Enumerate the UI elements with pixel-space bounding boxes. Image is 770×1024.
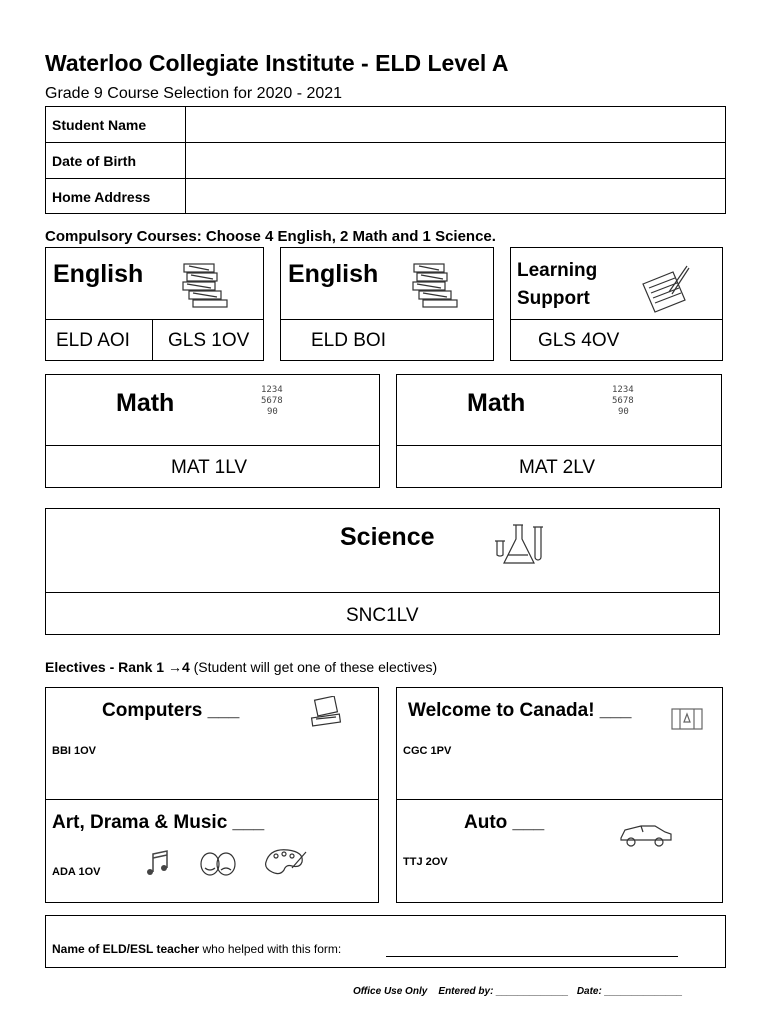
music-notes-icon	[144, 848, 176, 880]
teacher-box	[45, 915, 726, 968]
math-option-mat-2lv[interactable]: MAT 2LV	[519, 457, 596, 478]
learning-support-title-line2: Support	[517, 288, 590, 309]
home-address-label: Home Address	[52, 189, 151, 205]
student-name-field[interactable]	[186, 107, 725, 142]
science-box	[45, 508, 720, 635]
electives-heading-bold: Electives - Rank 1	[45, 659, 168, 675]
car-icon	[617, 818, 673, 850]
svg-text:5678: 5678	[612, 396, 634, 406]
numbers-icon	[610, 382, 650, 418]
arrow-right-icon: →	[167, 659, 182, 675]
theatre-masks-icon	[198, 850, 238, 878]
flag-icon	[670, 706, 706, 732]
science-option-snc1lv[interactable]: SNC1LV	[346, 605, 419, 626]
books-icon	[411, 260, 461, 310]
english-option-eld-boi[interactable]: ELD BOI	[311, 330, 386, 351]
electives-heading-bold-end: 4	[181, 659, 190, 675]
elective-auto[interactable]: Auto ___	[464, 812, 545, 833]
student-info-table	[45, 106, 726, 214]
english-title-2: English	[288, 260, 379, 288]
science-title: Science	[340, 523, 435, 551]
elective-auto-code: TTJ 2OV	[403, 856, 448, 868]
date-of-birth-label: Date of Birth	[52, 153, 136, 169]
math-title-1: Math	[116, 389, 175, 417]
english-option-gls-1ov[interactable]: GLS 1OV	[168, 330, 250, 351]
paint-palette-icon	[262, 846, 308, 876]
electives-heading	[45, 659, 437, 675]
home-address-field[interactable]	[186, 179, 725, 213]
learning-support-title-line1: Learning	[517, 260, 598, 281]
learning-support-option-gls-4ov[interactable]: GLS 4OV	[538, 330, 620, 351]
svg-text:90: 90	[618, 407, 629, 417]
svg-text:90: 90	[267, 407, 278, 417]
numbers-icon	[259, 382, 299, 418]
english-box-2	[280, 247, 494, 361]
math-title-2: Math	[467, 389, 526, 417]
svg-text:5678: 5678	[261, 396, 283, 406]
english-box-1	[45, 247, 264, 361]
computer-icon	[310, 696, 346, 728]
elective-welcome-to-canada[interactable]: Welcome to Canada! ___	[408, 700, 632, 721]
books-icon	[181, 260, 231, 310]
page-subtitle: Grade 9 Course Selection for 2020 - 2021	[45, 85, 343, 102]
learning-support-box	[510, 247, 723, 361]
english-title-1: English	[53, 260, 144, 288]
compulsory-heading: Compulsory Courses: Choose 4 English, 2 Math and 1 Science.	[45, 228, 496, 245]
english-option-eld-aoi[interactable]: ELD AOI	[56, 330, 130, 351]
date-of-birth-field[interactable]	[186, 143, 725, 178]
student-name-label: Student Name	[52, 117, 147, 133]
lab-flasks-icon	[491, 519, 547, 569]
notepad-pencil-icon	[639, 262, 691, 314]
teacher-label-bold: Name of ELD/ESL teacher	[52, 942, 200, 956]
svg-text:1234: 1234	[612, 385, 634, 395]
svg-text:1234: 1234	[261, 385, 283, 395]
math-option-mat-1lv[interactable]: MAT 1LV	[171, 457, 248, 478]
math-box-2	[396, 374, 722, 488]
office-use-line: Office Use Only Entered by: _____________ Date: ______________	[353, 986, 683, 997]
elective-welcome-code: CGC 1PV	[403, 745, 452, 757]
elective-art-drama-music[interactable]: Art, Drama & Music ___	[52, 812, 265, 833]
math-box-1	[45, 374, 380, 488]
page-title: Waterloo Collegiate Institute - ELD Level A	[45, 50, 509, 76]
elective-computers[interactable]: Computers ___	[102, 700, 240, 721]
teacher-label-rest: who helped with this form:	[199, 942, 342, 956]
teacher-name-field[interactable]	[386, 942, 678, 957]
elective-computers-code: BBI 1OV	[52, 745, 97, 757]
electives-heading-note: (Student will get one of these electives)	[189, 659, 438, 675]
teacher-label	[52, 942, 341, 956]
elective-arts-code: ADA 1OV	[52, 866, 101, 878]
